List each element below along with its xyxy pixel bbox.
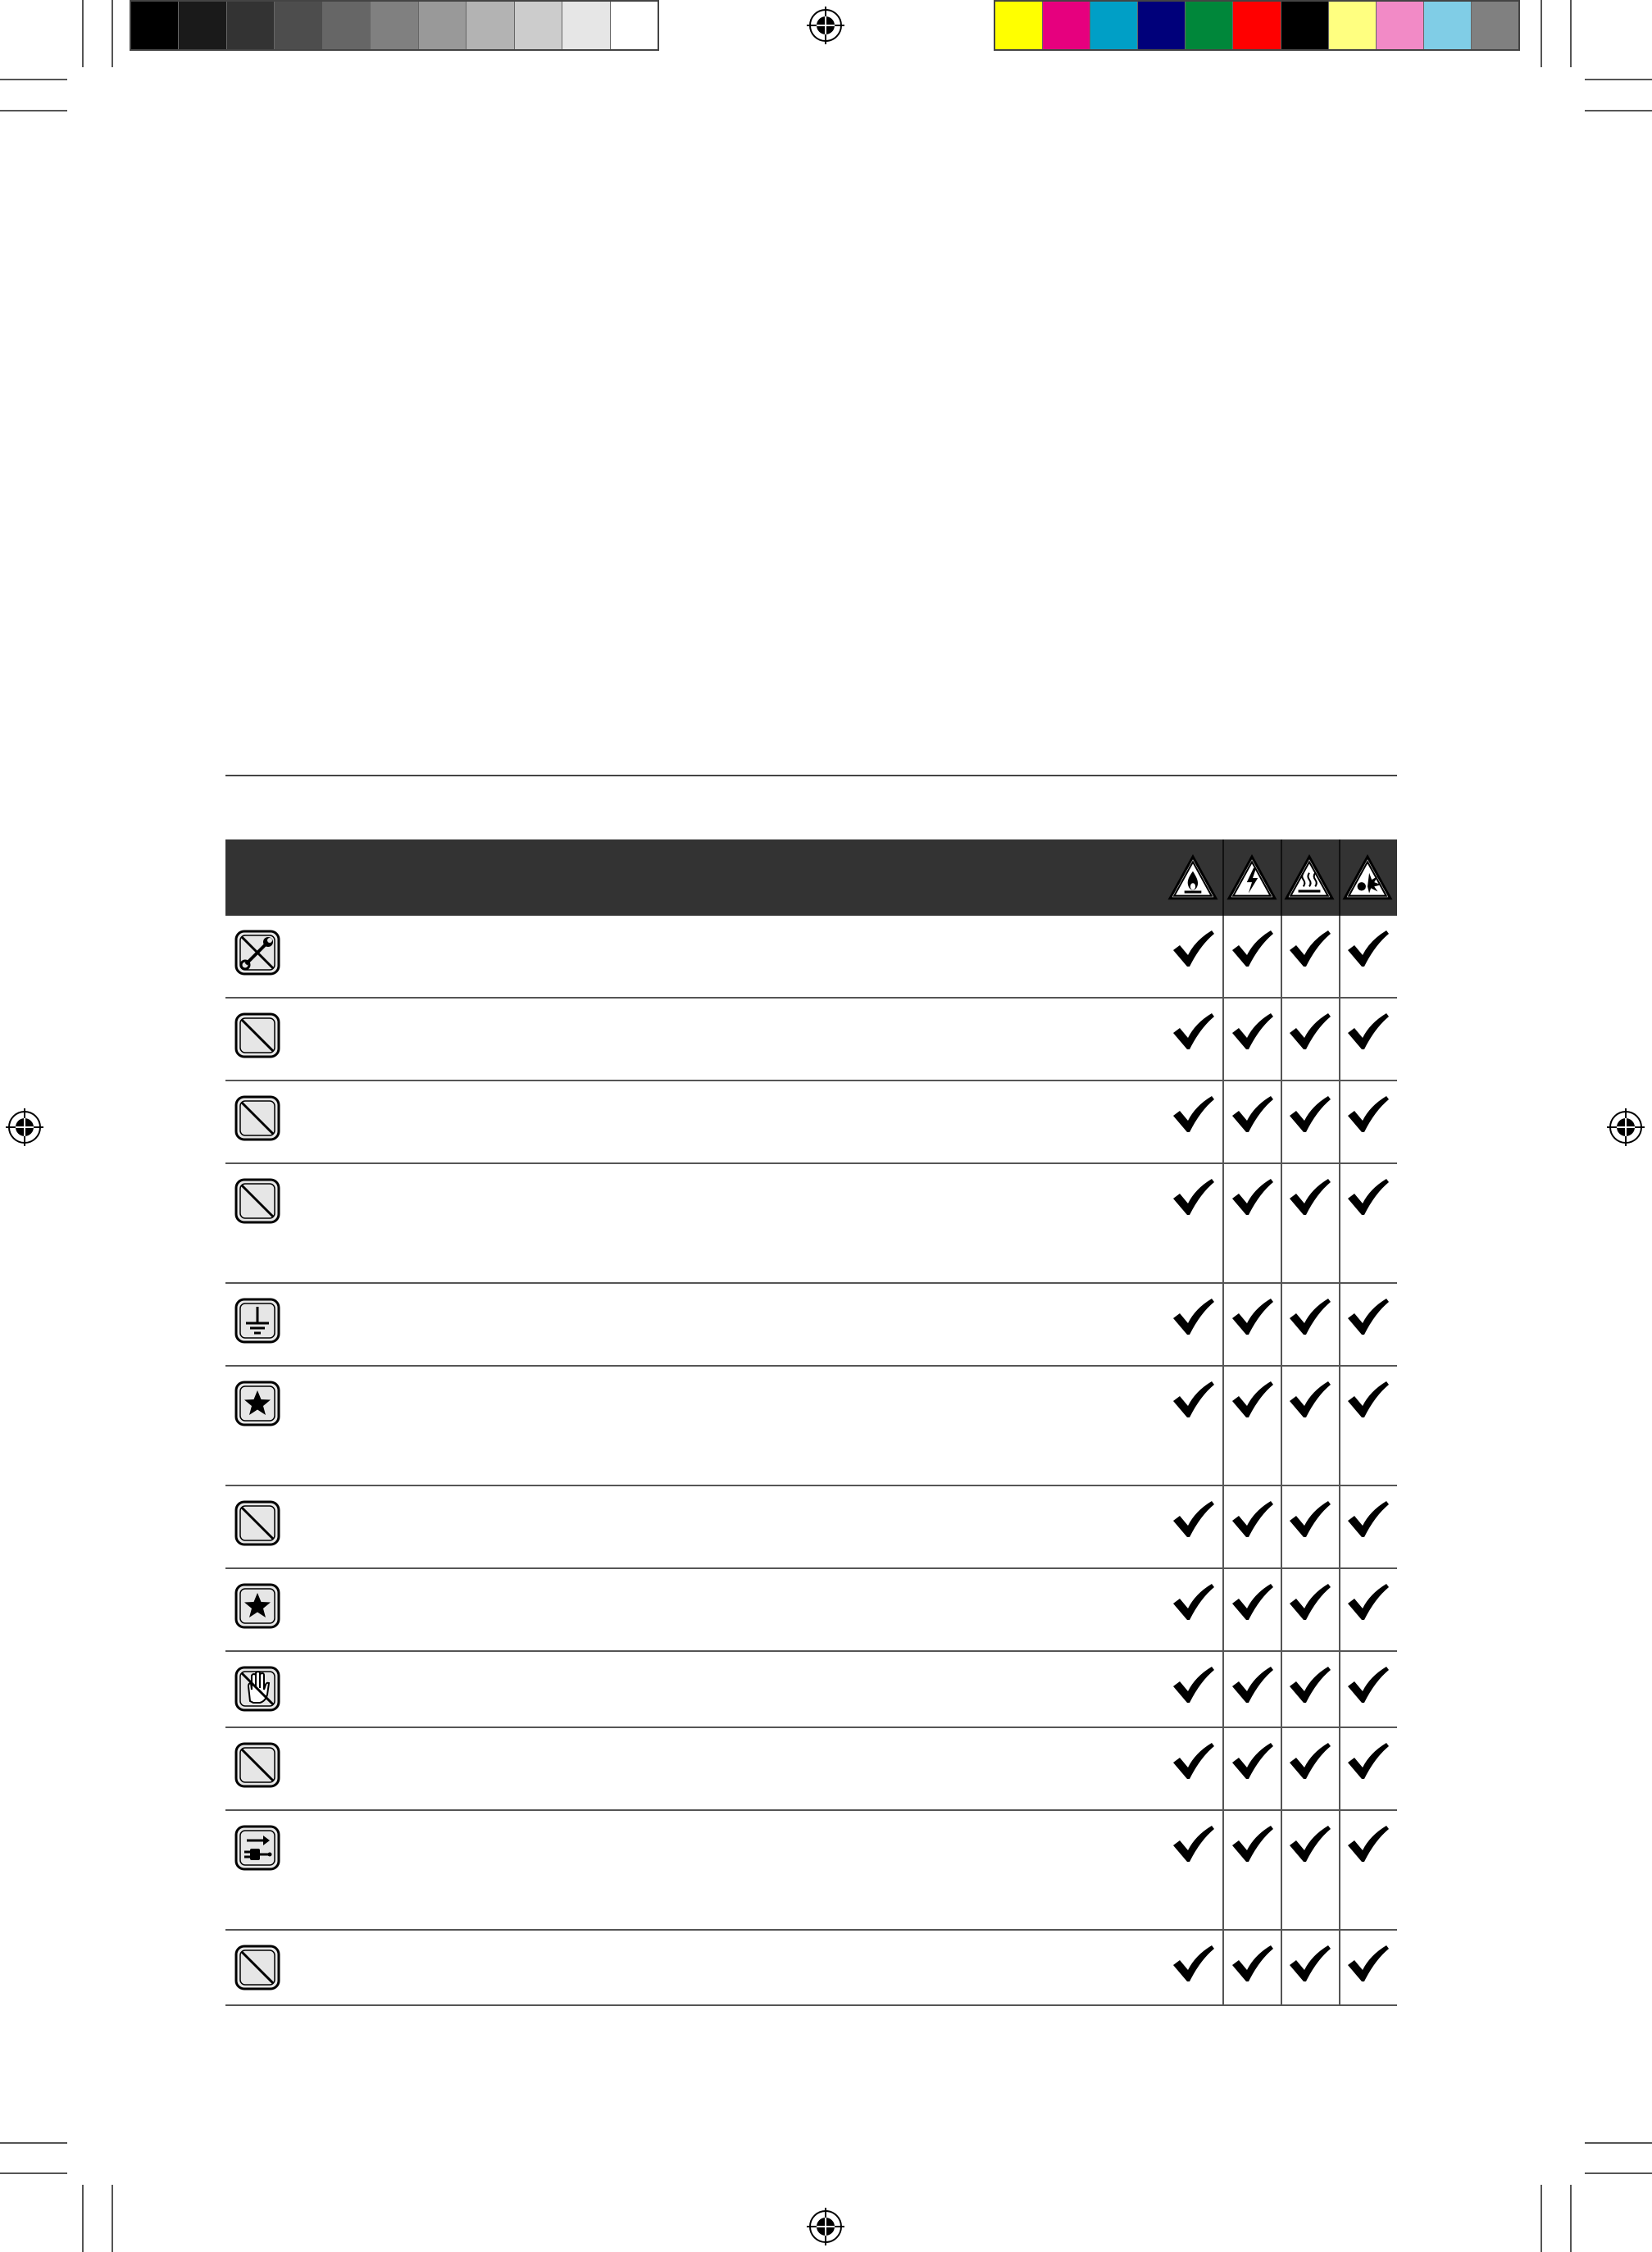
column-divider <box>1222 1081 1224 1162</box>
checkmark-icon <box>1286 1740 1333 1782</box>
explosion-warning-icon <box>1342 854 1393 902</box>
checkmark-icon <box>1286 1498 1333 1540</box>
column-divider <box>1281 839 1282 916</box>
crop-mark <box>1585 2172 1652 2174</box>
column-divider <box>1339 1931 1340 2004</box>
crop-mark <box>1585 110 1652 111</box>
row-symbol <box>234 1499 281 1547</box>
crop-mark <box>1541 2185 1542 2252</box>
checkmark-icon <box>1228 1942 1276 1985</box>
service-tools-icon <box>234 929 281 976</box>
gray-swatch <box>466 2 514 49</box>
table-body <box>225 916 1397 2006</box>
column-divider <box>1281 1081 1282 1162</box>
column-divider <box>1222 1367 1224 1485</box>
column-divider <box>1281 1486 1282 1567</box>
column-divider <box>1281 916 1282 997</box>
column-divider <box>1339 1367 1340 1485</box>
color-swatch <box>1472 2 1518 49</box>
checkmark-icon <box>1286 1093 1333 1135</box>
checkmark-icon <box>1344 1498 1391 1540</box>
checkmark-icon <box>1169 1740 1217 1782</box>
column-divider <box>1222 916 1224 997</box>
checkmark-icon <box>1169 1663 1217 1706</box>
registration-mark-icon <box>1607 1108 1645 1146</box>
checkmark-icon <box>1286 1295 1333 1338</box>
column-divider <box>1222 1164 1224 1282</box>
grayscale-color-bar <box>130 0 659 51</box>
checkmark-icon <box>1228 1093 1276 1135</box>
table-row <box>225 1486 1397 1569</box>
prohibition-icon <box>234 1177 281 1225</box>
gray-swatch <box>371 2 418 49</box>
column-divider <box>1339 1728 1340 1809</box>
process-color-bar <box>994 0 1520 51</box>
table-row <box>225 999 1397 1081</box>
column-divider <box>1222 999 1224 1080</box>
table-row <box>225 1811 1397 1931</box>
table-row <box>225 1931 1397 2006</box>
registration-mark-icon <box>6 1108 43 1146</box>
column-divider <box>1339 1569 1340 1650</box>
checkmark-icon <box>1344 1581 1391 1623</box>
color-swatch <box>1233 2 1281 49</box>
column-divider <box>1281 999 1282 1080</box>
checkmark-icon <box>1344 1740 1391 1782</box>
checkmark-icon <box>1228 1822 1276 1865</box>
column-divider <box>1222 1931 1224 2004</box>
checkmark-icon <box>1228 1740 1276 1782</box>
color-swatch <box>1377 2 1424 49</box>
checkmark-icon <box>1228 1663 1276 1706</box>
crop-mark <box>0 2172 67 2174</box>
checkmark-icon <box>1344 927 1391 970</box>
gray-swatch <box>562 2 610 49</box>
gray-swatch <box>275 2 322 49</box>
checkmark-icon <box>1169 1295 1217 1338</box>
row-symbol <box>234 1741 281 1789</box>
column-divider <box>1339 839 1340 916</box>
table-row <box>225 1164 1397 1284</box>
table-row <box>225 1081 1397 1164</box>
checkmark-icon <box>1169 1010 1217 1053</box>
prohibition-icon <box>234 1094 281 1142</box>
color-swatch <box>1186 2 1233 49</box>
checkmark-icon <box>1169 1093 1217 1135</box>
table-row <box>225 1569 1397 1652</box>
checkmark-icon <box>1228 1498 1276 1540</box>
electric-shock-warning-icon <box>1226 854 1277 902</box>
table-row <box>225 1728 1397 1811</box>
prohibition-icon <box>234 1499 281 1547</box>
column-divider <box>1222 1486 1224 1567</box>
column-divider <box>1281 1569 1282 1650</box>
color-swatch <box>1043 2 1090 49</box>
crop-mark <box>0 2142 67 2144</box>
header-hazard-cell <box>1281 839 1337 916</box>
checkmark-icon <box>1344 1093 1391 1135</box>
column-divider <box>1339 1284 1340 1365</box>
gray-swatch <box>227 2 275 49</box>
checkmark-icon <box>1286 1942 1333 1985</box>
table-row <box>225 1652 1397 1728</box>
column-divider <box>1281 1652 1282 1727</box>
crop-mark <box>111 2185 113 2252</box>
checkmark-icon <box>1169 1498 1217 1540</box>
color-swatch <box>1424 2 1472 49</box>
column-divider <box>1281 1164 1282 1282</box>
column-divider <box>1281 1931 1282 2004</box>
gray-swatch <box>419 2 466 49</box>
fire-warning-icon <box>1167 854 1218 902</box>
checkmark-icon <box>1286 927 1333 970</box>
header-hazard-cell <box>1165 839 1221 916</box>
checkmark-icon <box>1228 1295 1276 1338</box>
row-symbol <box>234 1177 281 1225</box>
row-symbol <box>234 1944 281 1991</box>
row-symbol <box>234 929 281 976</box>
checkmark-icon <box>1286 1010 1333 1053</box>
crop-mark <box>1585 79 1652 80</box>
checkmark-icon <box>1344 1176 1391 1218</box>
column-divider <box>1339 1164 1340 1282</box>
color-swatch <box>1138 2 1186 49</box>
crop-mark <box>82 2185 84 2252</box>
row-symbol <box>234 1094 281 1142</box>
checkmark-icon <box>1228 1581 1276 1623</box>
row-symbol <box>234 1824 281 1872</box>
checkmark-icon <box>1344 1822 1391 1865</box>
column-divider <box>1222 1284 1224 1365</box>
gray-swatch <box>131 2 179 49</box>
star-icon <box>234 1582 281 1630</box>
checkmark-icon <box>1169 927 1217 970</box>
checkmark-icon <box>1286 1581 1333 1623</box>
checkmark-icon <box>1228 1010 1276 1053</box>
checkmark-icon <box>1286 1822 1333 1865</box>
crop-mark <box>82 0 84 67</box>
checkmark-icon <box>1169 1942 1217 1985</box>
crop-mark <box>1585 2142 1652 2144</box>
row-symbol <box>234 1297 281 1344</box>
gray-swatch <box>323 2 371 49</box>
column-divider <box>1281 1811 1282 1929</box>
prohibition-icon <box>234 1012 281 1059</box>
crop-mark <box>1570 0 1572 67</box>
registration-mark-icon <box>807 7 844 44</box>
crop-mark <box>111 0 113 67</box>
table-row <box>225 1284 1397 1367</box>
checkmark-icon <box>1169 1378 1217 1421</box>
table-row <box>225 1367 1397 1486</box>
checkmark-icon <box>1344 1663 1391 1706</box>
checkmark-icon <box>1286 1378 1333 1421</box>
column-divider <box>1222 1811 1224 1929</box>
row-symbol <box>234 1380 281 1427</box>
column-divider <box>1222 1728 1224 1809</box>
gray-swatch <box>515 2 562 49</box>
checkmark-icon <box>1169 1581 1217 1623</box>
column-divider <box>1339 999 1340 1080</box>
column-divider <box>1339 1081 1340 1162</box>
registration-mark-icon <box>807 2208 844 2245</box>
checkmark-icon <box>1228 1176 1276 1218</box>
star-icon <box>234 1380 281 1427</box>
safety-table <box>225 839 1397 2006</box>
prohibition-icon <box>234 1944 281 1991</box>
table-row <box>225 916 1397 999</box>
checkmark-icon <box>1169 1822 1217 1865</box>
checkmark-icon <box>1344 1010 1391 1053</box>
column-divider <box>1281 1284 1282 1365</box>
color-swatch <box>1329 2 1377 49</box>
checkmark-icon <box>1344 1378 1391 1421</box>
section-rule <box>225 775 1397 776</box>
table-header <box>225 839 1397 916</box>
gray-swatch <box>179 2 226 49</box>
header-hazard-cell <box>1224 839 1280 916</box>
checkmark-icon <box>1286 1176 1333 1218</box>
checkmark-icon <box>1228 1378 1276 1421</box>
column-divider <box>1339 1811 1340 1929</box>
color-swatch <box>1281 2 1329 49</box>
column-divider <box>1222 839 1224 916</box>
hot-surface-warning-icon <box>1284 854 1335 902</box>
column-divider <box>1281 1728 1282 1809</box>
row-symbol <box>234 1012 281 1059</box>
checkmark-icon <box>1344 1295 1391 1338</box>
header-hazard-cell <box>1340 839 1395 916</box>
checkmark-icon <box>1286 1663 1333 1706</box>
unplug-icon <box>234 1824 281 1872</box>
column-divider <box>1281 1367 1282 1485</box>
prohibition-icon <box>234 1741 281 1789</box>
crop-mark <box>0 110 67 111</box>
column-divider <box>1339 1486 1340 1567</box>
row-symbol <box>234 1665 281 1713</box>
column-divider <box>1222 1569 1224 1650</box>
color-swatch <box>1090 2 1138 49</box>
do-not-touch-icon <box>234 1665 281 1713</box>
gray-swatch <box>611 2 658 49</box>
checkmark-icon <box>1169 1176 1217 1218</box>
crop-mark <box>0 79 67 80</box>
crop-mark <box>1541 0 1542 67</box>
column-divider <box>1339 1652 1340 1727</box>
column-divider <box>1339 916 1340 997</box>
color-swatch <box>995 2 1043 49</box>
column-divider <box>1222 1652 1224 1727</box>
row-symbol <box>234 1582 281 1630</box>
ground-icon <box>234 1297 281 1344</box>
checkmark-icon <box>1344 1942 1391 1985</box>
checkmark-icon <box>1228 927 1276 970</box>
crop-mark <box>1570 2185 1572 2252</box>
